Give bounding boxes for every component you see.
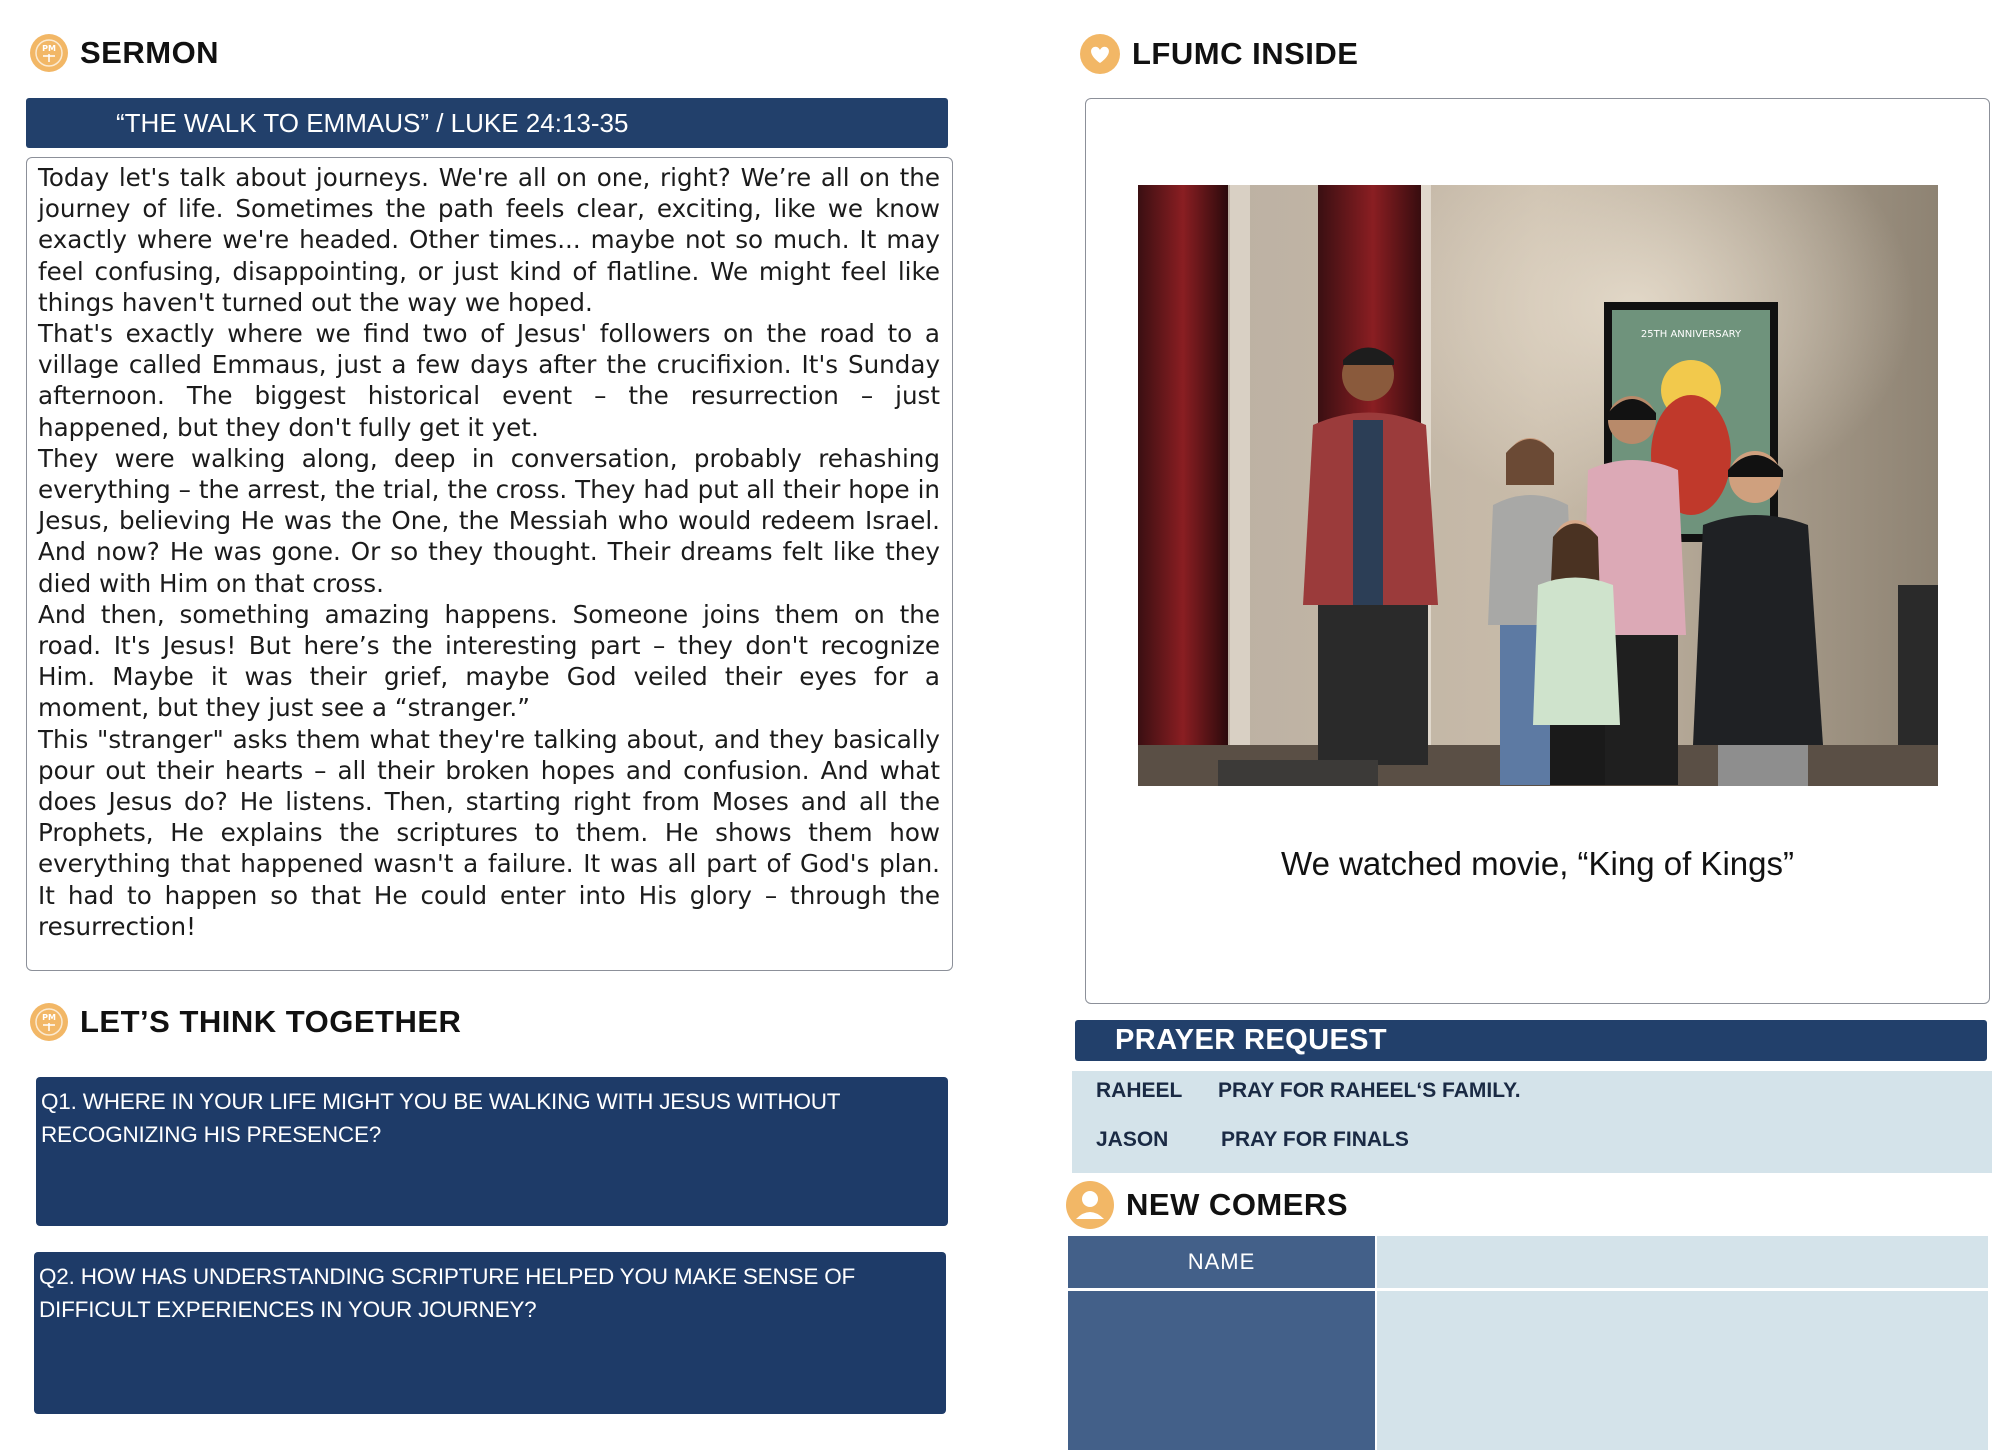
newcomers-row-label-cell — [1068, 1291, 1375, 1450]
prayer-request-1: PRAY FOR RAHEEL‘S FAMILY. — [1218, 1079, 1521, 1102]
sermon-paragraph-1: Today let's talk about journeys. We're all on one, right? We’re all on the journey of life. Sometimes the path feels clear, exciting, like we know exactly where we're headed. Other times... maybe not so much. It may feel confusing, disappointing, or just kind of flatline. We might feel like things haven't turned out the way we hoped. — [38, 163, 940, 317]
sermon-paragraph-3: They were walking along, deep in conversation, probably rehashing everything – the arrest, the trial, the cross. They had put all their hope in Jesus, believing He was the One, the Messiah who would redeem Israel. And now? He was gone. Or so they thought. Their dreams felt like they died with Him on that cross. — [38, 443, 940, 598]
sermon-heading: SERMON — [80, 35, 220, 70]
pm-logo-text: PM — [42, 44, 56, 53]
prayer-name-2: JASON — [1096, 1128, 1169, 1151]
pm-logo-icon — [30, 34, 68, 72]
newcomers-header-value-cell — [1377, 1236, 1988, 1288]
newcomers-row-value-cell — [1377, 1291, 1988, 1450]
inside-header — [1080, 34, 1358, 74]
sermon-header — [30, 34, 219, 72]
think-header — [30, 1003, 461, 1041]
prayer-request-list — [1072, 1071, 1992, 1173]
sermon-paragraph-5: This "stranger" asks them what they're talking about, and they basically pour out their hearts – all their broken hopes and confusion. And what does Jesus do? He listens. Then, starting right from Moses and all the Prophets, He explains the scriptures to them. He shows them how everything that happened wasn't a failure. It was all part of God's plan. It had to happen so that He could enter into His glory – through the resurrection! — [38, 724, 940, 941]
question-1-text: Q1. WHERE IN YOUR LIFE MIGHT YOU BE WALKING WITH JESUS WITHOUT RECOGNIZING HIS PRESENCE? — [41, 1089, 840, 1147]
sermon-text-box — [26, 157, 953, 971]
prayer-request-2: PRAY FOR FINALS — [1221, 1128, 1409, 1151]
prayer-name-1: RAHEEL — [1096, 1079, 1183, 1102]
question-1-box — [36, 1077, 948, 1226]
pm-logo-text: PM — [42, 1013, 56, 1022]
heart-icon — [1080, 34, 1120, 74]
newcomers-name-header-label: NAME — [1187, 1249, 1256, 1274]
newcomers-name-header — [1068, 1236, 1375, 1288]
poster-text: 25TH ANNIVERSARY — [1640, 329, 1742, 340]
photo-caption: We watched movie, “King of Kings” — [1281, 845, 1794, 882]
newcomers-heading: NEW COMERS — [1126, 1187, 1348, 1222]
newcomers-table — [1068, 1236, 1988, 1450]
question-2-text: Q2. HOW HAS UNDERSTANDING SCRIPTURE HELPED YOU MAKE SENSE OF DIFFICULT EXPERIENCES IN YOUR JOURNEY? — [39, 1264, 856, 1322]
inside-heading: LFUMC INSIDE — [1132, 36, 1359, 71]
question-2-box — [34, 1252, 946, 1414]
sermon-paragraph-4: And then, something amazing happens. Someone joins them on the road. It's Jesus! But here’s the interesting part – they don't recognize Him. Maybe it was their grief, maybe God veiled their eyes for a moment, but they just see a “stranger.” — [38, 599, 940, 723]
newcomers-header — [1066, 1181, 1348, 1229]
pm-logo-icon — [30, 1003, 68, 1041]
think-heading: LET’S THINK TOGETHER — [80, 1004, 462, 1039]
person-icon — [1066, 1181, 1114, 1229]
sermon-paragraph-2: That's exactly where we find two of Jesus' followers on the road to a village called Emmaus, just a few days after the crucifixion. It's Sunday afternoon. The biggest historical event – the resurrection – just happened, but they don't fully get it yet. — [38, 319, 940, 442]
sermon-title-bar: “THE WALK TO EMMAUS” / LUKE 24:13-35 — [26, 98, 948, 148]
group-photo — [1138, 185, 1938, 786]
prayer-request-bar: PRAYER REQUEST — [1075, 1020, 1987, 1061]
